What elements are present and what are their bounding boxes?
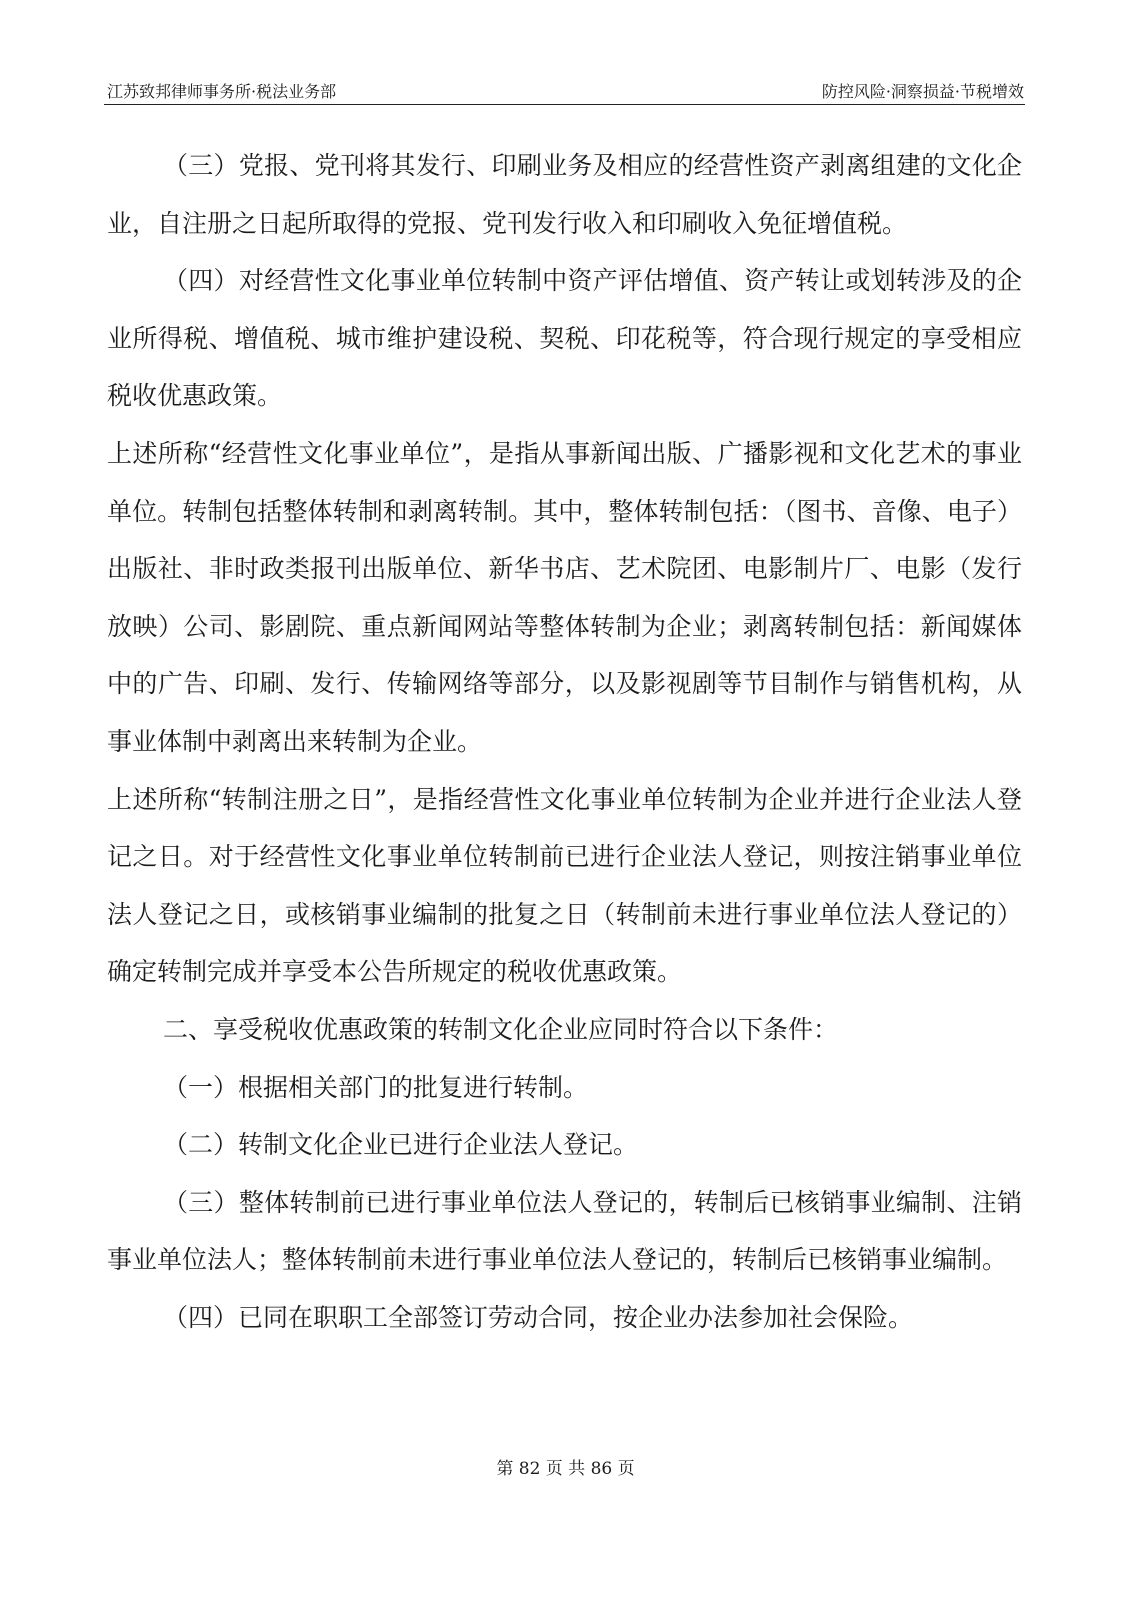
page-number: 第 82 页 共 86 页 [496,1459,635,1479]
paragraph-condition-four: （四）已同在职职工全部签订劳动合同，按企业办法参加社会保险。 [163,1302,914,1332]
paragraph-item-three: （三）党报、党刊将其发行、印刷业务及相应的经营性资产剥离组建的文化企业，自注册之日起所取得的党报、党刊发行收入和印刷收入免征增值税。 [107,151,1022,238]
paragraph-condition-three: （三）整体转制前已进行事业单位法人登记的，转制后已核销事业编制、注销事业单位法人；整体转制前未进行事业单位法人登记的，转制后已核销事业编制。 [107,1187,1022,1275]
paragraph-section-two-heading: 二、享受税收优惠政策的转制文化企业应同时符合以下条件： [163,1014,839,1044]
header-divider [104,104,1025,105]
paragraph-condition-two: （二）转制文化企业已进行企业法人登记。 [163,1130,639,1160]
paragraph-condition-one: （一）根据相关部门的批复进行转制。 [163,1072,589,1102]
paragraph-definition-registration-date: 上述所称“转制注册之日”，是指经营性文化事业单位转制为企业并进行企业法人登记之日。对于经营性文化事业单位转制前已进行企业法人登记，则按注销事业单位法人登记之日，或核销事业编制的批复之日（转制前未进行事业单位法人登记的）确定转制完成并享受本公告所规定的税收优惠政策。 [107,784,1022,987]
document-body [107,137,1022,1346]
paragraph-definition-cultural-unit: 上述所称“经营性文化事业单位”，是指从事新闻出版、广播影视和文化艺术的事业单位。转制包括整体转制和剥离转制。其中，整体转制包括：（图书、音像、电子）出版社、非时政类报刊出版单位、新华书店、艺术院团、电影制片厂、电影（发行放映）公司、影剧院、重点新闻网站等整体转制为企业；剥离转制包括：新闻媒体中的广告、印刷、发行、传输网络等部分，以及影视剧等节目制作与销售机构，从事业体制中剥离出来转制为企业。 [107,438,1022,756]
header-firm-name: 江苏致邦律师事务所·税法业务部 [107,82,337,101]
header-slogan: 防控风险·洞察损益·节税增效 [821,82,1024,101]
paragraph-item-four: （四）对经营性文化事业单位转制中资产评估增值、资产转让或划转涉及的企业所得税、增值税、城市维护建设税、契税、印花税等，符合现行规定的享受相应税收优惠政策。 [107,266,1022,411]
